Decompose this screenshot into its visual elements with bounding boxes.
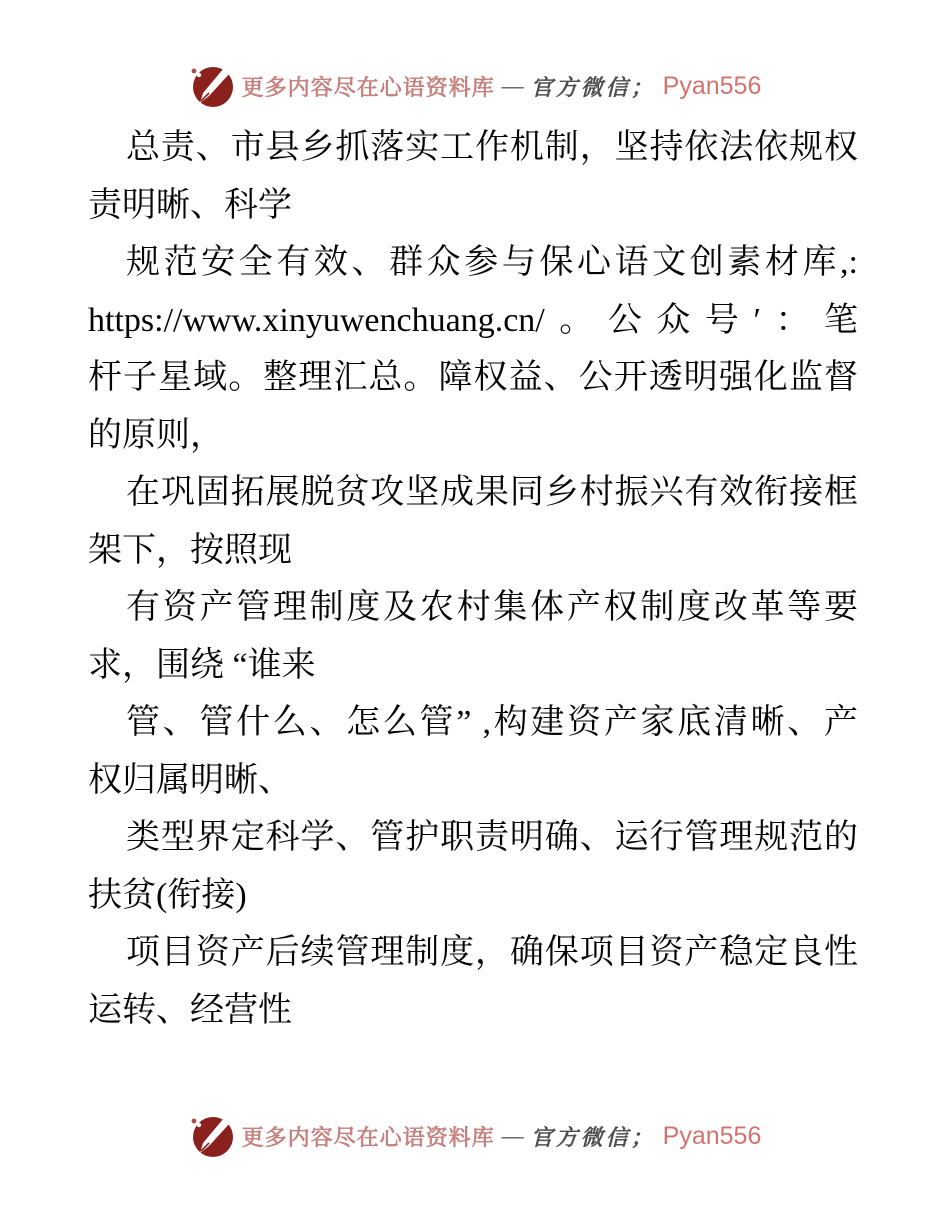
wechat-label: 官方微信； xyxy=(530,1124,656,1150)
dash-separator: — xyxy=(501,73,524,98)
footer-watermark xyxy=(0,1112,950,1160)
text-line: 杆子星域。整理汇总。障权益、公开透明强化监督 xyxy=(88,359,858,396)
wechat-id: Pyan556 xyxy=(662,71,762,100)
text-line: 规范安全有效、群众参与保心语文创素材库,: xyxy=(126,244,858,281)
text-line: 运转、经营性 xyxy=(88,991,292,1029)
text-line: 的原则， xyxy=(88,416,224,454)
header-watermark xyxy=(0,62,950,110)
brand-text: 更多内容尽在心语资料库 xyxy=(241,74,495,100)
pen-circle-logo-icon xyxy=(189,1112,235,1160)
text-line: 有资产管理制度及农村集体产权制度改革等要 xyxy=(126,589,858,626)
text-line: 求，围绕 “谁来 xyxy=(88,646,316,684)
text-line: 权归属明晰、 xyxy=(88,761,292,799)
brand-text: 更多内容尽在心语资料库 xyxy=(241,1124,495,1150)
text-line: 类型界定科学、管护职责明确、运行管理规范的 xyxy=(126,819,858,856)
wechat-id: Pyan556 xyxy=(662,1121,762,1150)
dash-separator: — xyxy=(501,1123,524,1148)
text-line: 责明晰、科学 xyxy=(88,186,292,224)
text-line: 架下，按照现 xyxy=(88,531,292,569)
text-line: 在巩固拓展脱贫攻坚成果同乡村振兴有效衔接框 xyxy=(126,474,858,511)
text-line: 总责、市县乡抓落实工作机制，坚持依法依规权 xyxy=(126,129,858,166)
text-line-url: https://www.xinyuwenchuang.cn/。公众号′：笔 xyxy=(88,301,858,339)
pen-circle-logo-icon xyxy=(189,62,235,110)
wechat-label: 官方微信； xyxy=(530,74,656,100)
text-line: 扶贫(衔接) xyxy=(88,876,247,914)
text-line: 管、管什么、怎么管” ,构建资产家底清晰、产 xyxy=(126,704,858,741)
text-line: 项目资产后续管理制度，确保项目资产稳定良性 xyxy=(126,934,858,971)
document-body xyxy=(88,119,858,1039)
